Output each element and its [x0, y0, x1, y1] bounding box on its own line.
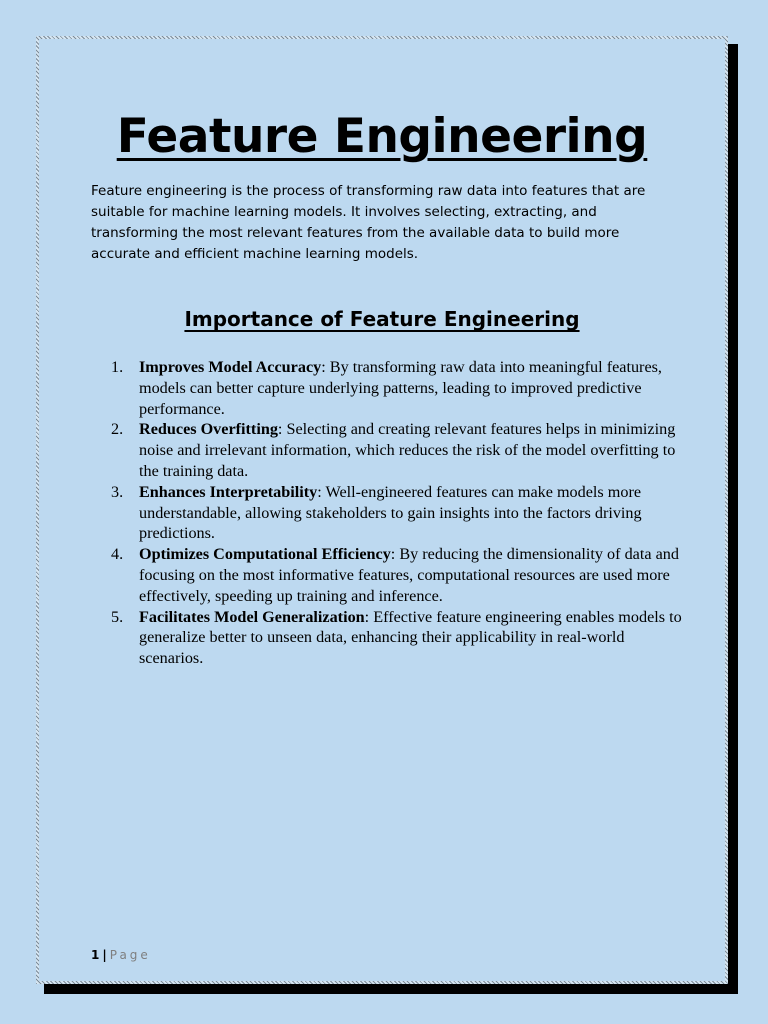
list-item	[111, 419, 691, 481]
intro-paragraph: Feature engineering is the process of transforming raw data into features that are suitable for machine learning models. It involves selecting, extracting, and transforming the most relevant features from the available data to build more accurate and efficient machine learning models.	[91, 183, 646, 262]
list-item-term: Enhances Interpretability	[139, 482, 318, 501]
list-item	[111, 357, 691, 419]
list-item-term: Facilitates Model Generalization	[139, 607, 365, 626]
importance-list	[111, 357, 691, 669]
page-label: Page	[109, 948, 151, 962]
list-number: 5.	[111, 607, 124, 626]
page-title: Feature Engineering	[116, 109, 648, 164]
list-number: 1.	[111, 358, 124, 376]
list-item-term: Improves Model Accuracy	[139, 358, 322, 376]
list-item-term: Reduces Overfitting	[139, 420, 278, 439]
list-item-text: : Well-engineered features can make models more understandable, allowing stakeholders to gain insights into the factors driving predictions.	[139, 482, 642, 543]
list-number: 3.	[111, 482, 124, 501]
list-item-text: : By reducing the dimensionality of data and focusing on the most informative features, computational resources are used more effectively, speeding up training and inference.	[139, 545, 679, 605]
section-heading: Importance of Feature Engineering	[184, 307, 580, 331]
list-item-term: Optimizes Computational Efficiency	[139, 545, 391, 564]
page-footer	[91, 947, 151, 963]
list-item-text: : Selecting and creating relevant features helps in minimizing noise and irrelevant information, which reduces the risk of the model overfitting to the training data.	[139, 420, 676, 480]
list-item	[111, 607, 691, 669]
list-number: 2.	[111, 420, 124, 439]
list-item-text: : By transforming raw data into meaningful features, models can better capture underlying patterns, leading to improved predictive performance.	[139, 358, 662, 418]
list-item	[111, 482, 691, 544]
list-item-text: : Effective feature engineering enables models to generalize better to unseen data, enhancing their applicability in real-world scenarios.	[139, 607, 682, 668]
page-number: 1	[91, 948, 100, 962]
page	[36, 36, 728, 984]
list-number: 4.	[111, 545, 124, 564]
list-item	[111, 544, 691, 606]
footer-separator: |	[102, 948, 107, 962]
